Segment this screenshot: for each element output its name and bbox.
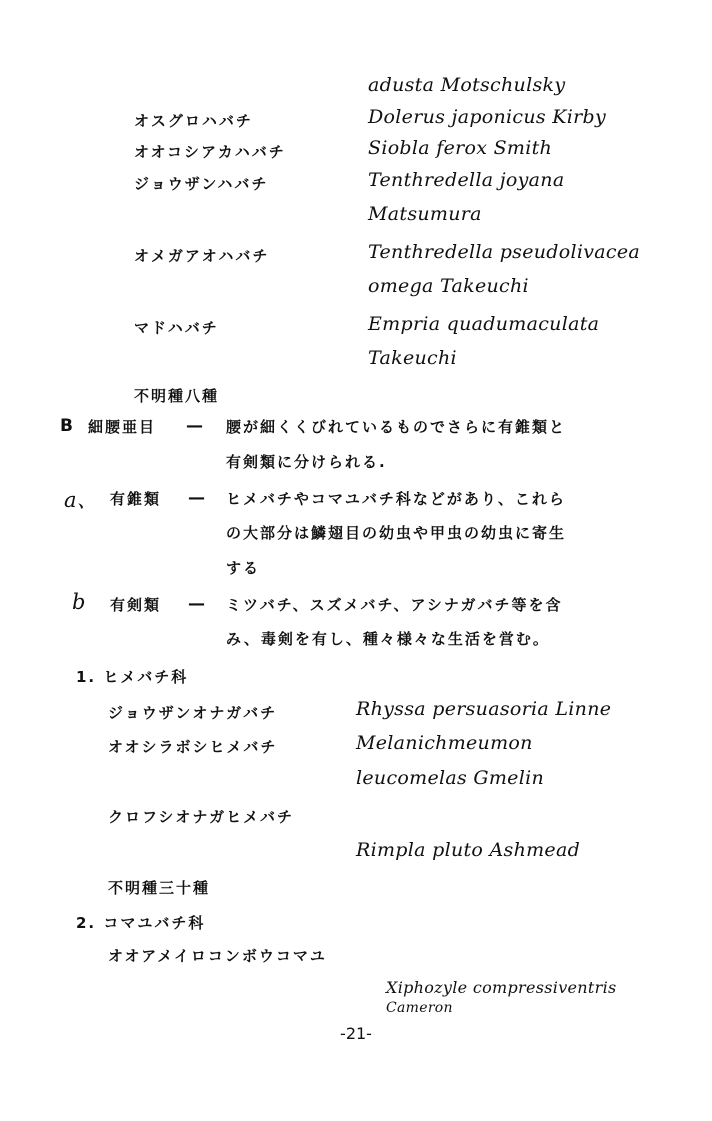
sci-name-adusta: adusta Motschulsky <box>368 74 566 96</box>
jp-name-kurofushi: クロフシオナガヒメバチ <box>108 808 294 826</box>
section-b-dash: — <box>186 416 203 436</box>
unknown-species-thirty: 不明種三十種 <box>108 879 211 897</box>
sci-name-omega-takeuchi: omega Takeuchi <box>368 275 529 297</box>
section-b-marker: B <box>60 416 75 436</box>
sci-name-tenthredella-joyana: Tenthredella joyana <box>368 169 565 191</box>
section-b2-line1: ミツバチ、スズメバチ、アシナガバチ等を含 <box>226 596 563 614</box>
sci-name-siobla: Siobla ferox Smith <box>368 137 553 159</box>
section-b2-dash: — <box>188 594 205 614</box>
section-b2-title: 有剣類 <box>110 596 162 614</box>
section-b2-line2: み、毒剣を有し、種々様々な生活を営む。 <box>226 630 550 648</box>
family2-heading: 2. コマユバチ科 <box>76 914 206 932</box>
section-b-line2: 有剣類に分けられる. <box>226 453 387 471</box>
page-number: -21- <box>340 1024 372 1043</box>
jp-name-jouzan-onaga: ジョウザンオナガバチ <box>108 704 278 722</box>
section-b-title: 細腰亜目 <box>88 418 157 436</box>
sci-name-leucomelas: leucomelas Gmelin <box>356 767 545 789</box>
jp-name-jouzan: ジョウザンハバチ <box>134 175 269 193</box>
sci-name-xiphozyle: Xiphozyle compressiventris <box>386 978 617 997</box>
section-a-marker: a、 <box>64 488 99 512</box>
section-b2-marker: b <box>72 590 86 614</box>
sci-name-empria: Empria quadumaculata <box>368 313 600 335</box>
sci-name-melanichmeumon: Melanichmeumon <box>356 732 533 754</box>
sci-name-cameron: Cameron <box>386 1000 453 1016</box>
jp-name-ooshirabosi: オオシラボシヒメバチ <box>108 738 278 756</box>
sci-name-matsumura: Matsumura <box>368 203 482 225</box>
jp-name-ooameiro: オオアメイロコンボウコマユ <box>108 947 327 965</box>
section-b-line1: 腰が細くくびれているものでさらに有錐類と <box>226 418 567 436</box>
jp-name-osuguro: オスグロハバチ <box>134 112 253 130</box>
jp-name-mado: マドハバチ <box>134 319 219 337</box>
section-a-line2: の大部分は鱗翅目の幼虫や甲虫の幼虫に寄生 <box>226 524 567 542</box>
jp-name-ookoshiaka: オオコシアカハバチ <box>134 143 286 161</box>
jp-name-omega: オメガアオハバチ <box>134 247 270 265</box>
sci-name-rimpla: Rimpla pluto Ashmead <box>356 839 581 861</box>
section-a-line1: ヒメバチやコマユバチ科などがあり、これら <box>226 490 566 508</box>
unknown-species-eight: 不明種八種 <box>134 387 220 405</box>
sci-name-rhyssa: Rhyssa persuasoria Linne <box>356 698 612 720</box>
sci-name-dolerus: Dolerus japonicus Kirby <box>368 106 607 128</box>
section-a-dash: — <box>188 488 205 508</box>
section-a-title: 有錐類 <box>110 490 162 508</box>
section-a-line3: する <box>226 559 261 577</box>
family1-heading: 1. ヒメバチ科 <box>76 668 189 686</box>
sci-name-tenthredella-pseudolivacea: Tenthredella pseudolivacea <box>368 241 641 263</box>
sci-name-takeuchi: Takeuchi <box>368 347 457 369</box>
